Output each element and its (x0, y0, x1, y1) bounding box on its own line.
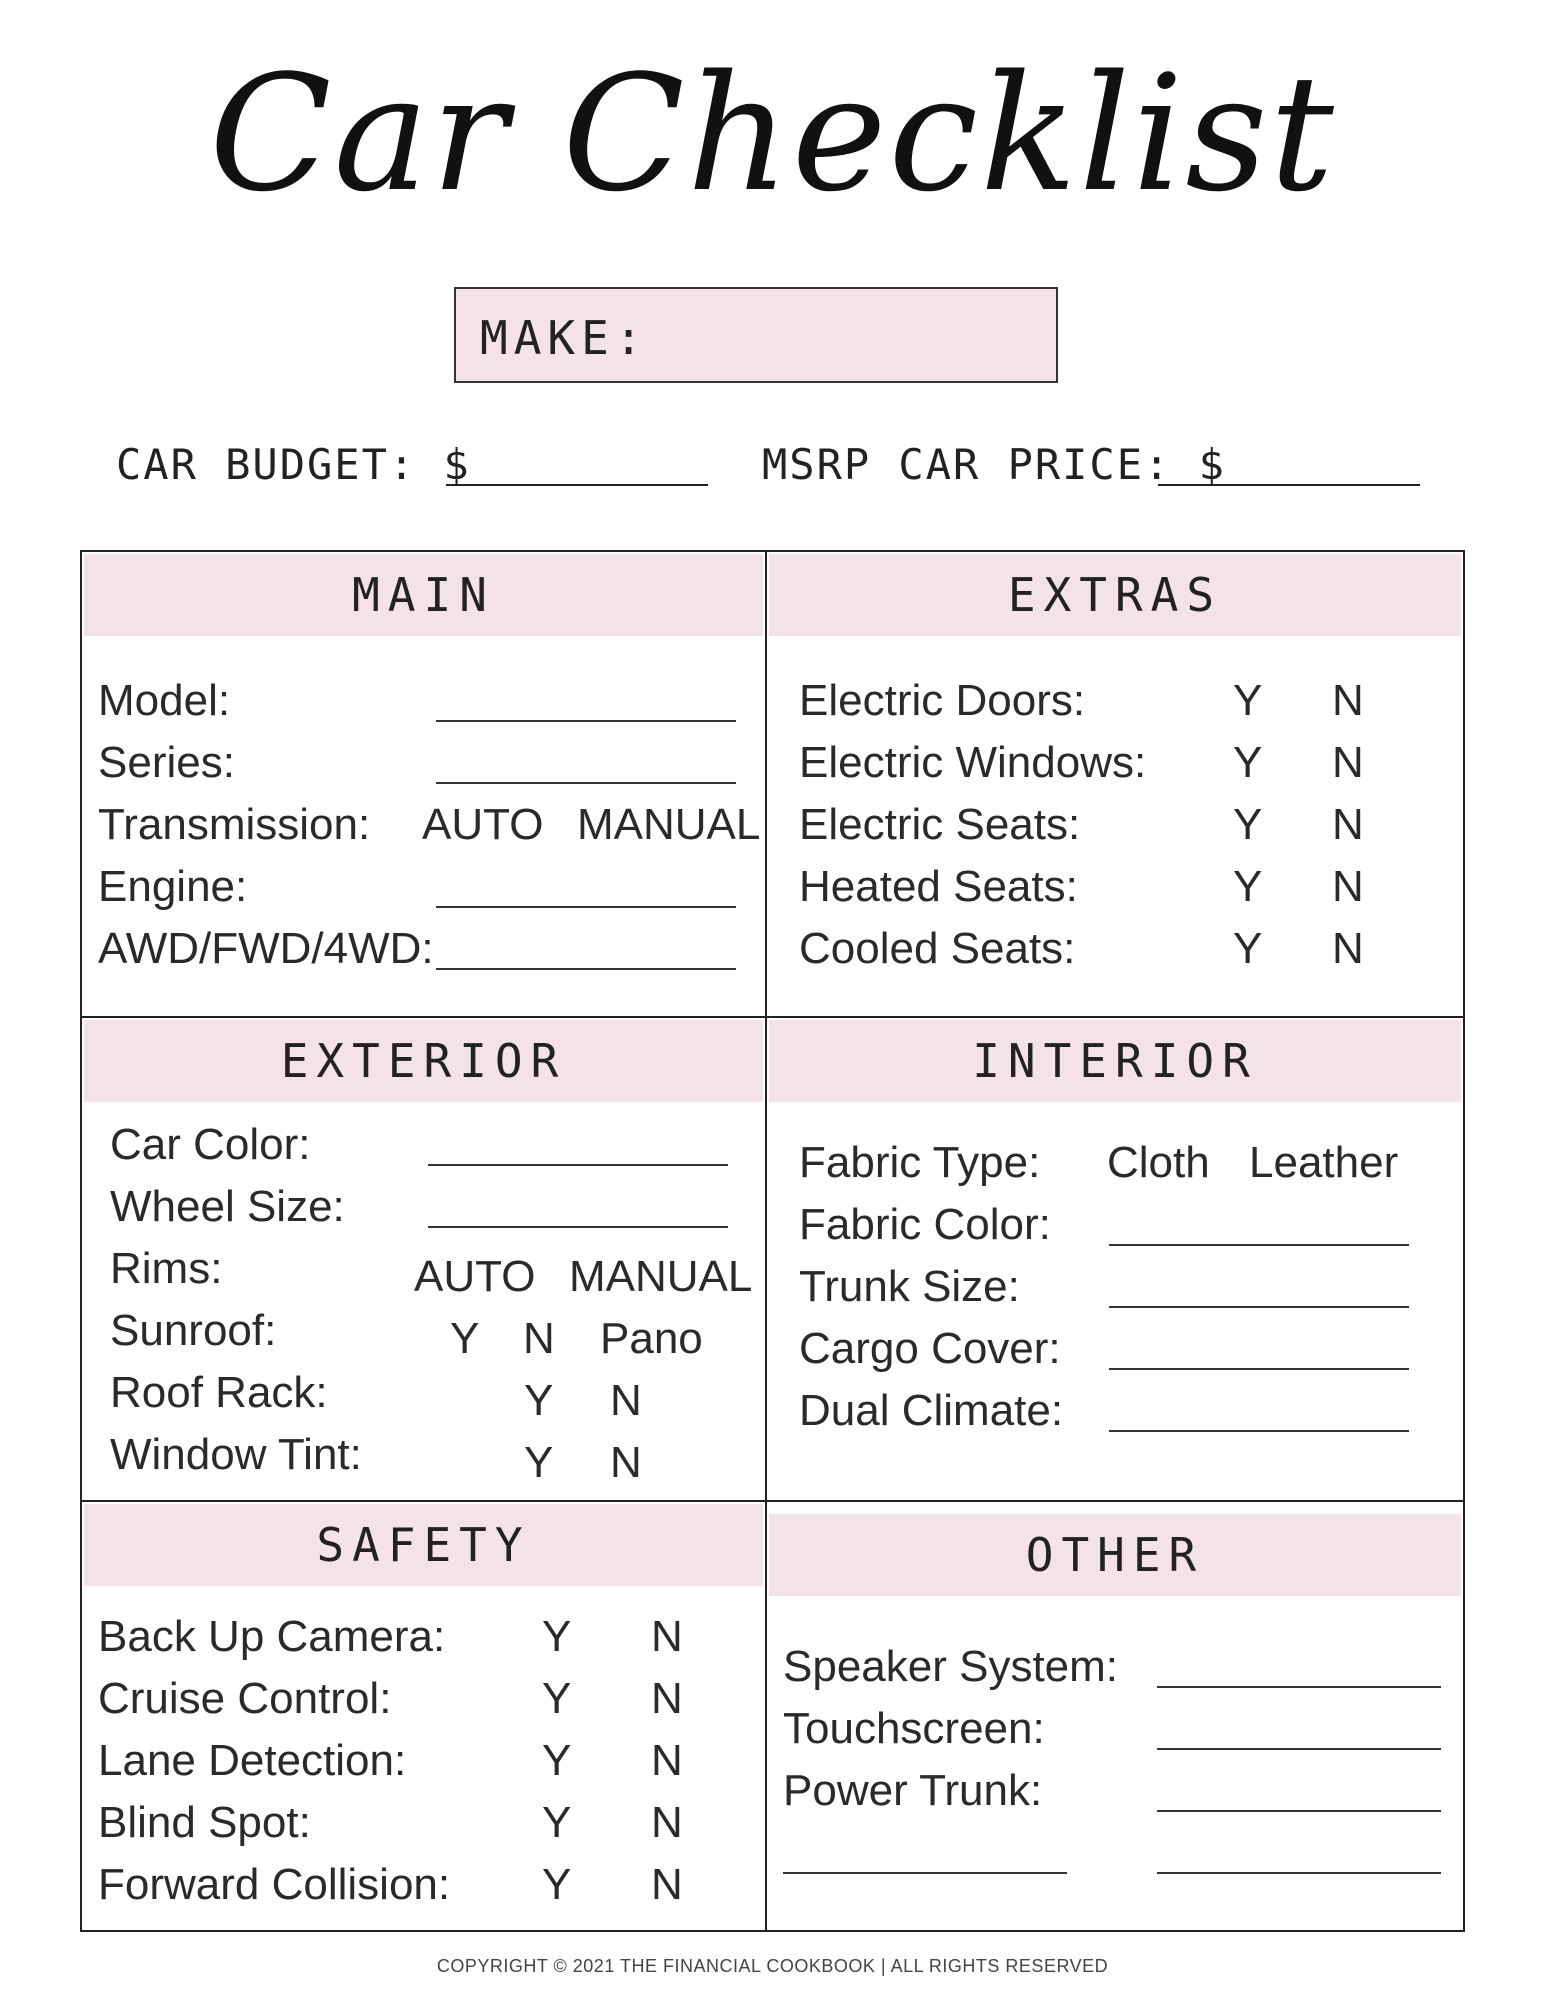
extras-title: EXTRAS (769, 554, 1461, 636)
car-budget-line[interactable] (446, 484, 708, 486)
yes-option[interactable]: Y (1233, 924, 1263, 973)
safety-row-label: Forward Collision: (98, 1860, 451, 1909)
main-row-model (82, 670, 765, 732)
rims-option[interactable]: AUTO (414, 1252, 536, 1301)
main-row-series (82, 732, 765, 794)
other-row (767, 1636, 1463, 1698)
extras-row (767, 732, 1463, 794)
extras-row-label: Heated Seats: (799, 862, 1078, 911)
yes-option[interactable]: Y (542, 1736, 572, 1785)
no-option[interactable]: N (651, 1674, 683, 1723)
extras-row-label: Cooled Seats: (799, 924, 1076, 973)
interior-row-label: Trunk Size: (799, 1262, 1020, 1311)
safety-row (82, 1606, 765, 1668)
exterior-row-label: Rims: (110, 1244, 223, 1293)
interior-panel (765, 1016, 1465, 1502)
main-row-transmission (82, 794, 765, 856)
safety-row-label: Back Up Camera: (98, 1612, 446, 1661)
engine-line[interactable] (436, 906, 736, 908)
main-row-label: AWD/FWD/4WD: (98, 924, 434, 973)
main-row-engine (82, 856, 765, 918)
no-option[interactable]: N (1332, 862, 1364, 911)
extras-row (767, 918, 1463, 980)
model-line[interactable] (436, 720, 736, 722)
safety-row-label: Blind Spot: (98, 1798, 311, 1847)
main-row-label: Model: (98, 676, 231, 725)
no-option[interactable]: N (651, 1860, 683, 1909)
main-row-drivetrain (82, 918, 765, 980)
yes-option[interactable]: Y (542, 1860, 572, 1909)
pano-option[interactable]: Pano (600, 1314, 703, 1363)
no-option[interactable]: N (523, 1314, 555, 1363)
yes-option[interactable]: Y (1233, 862, 1263, 911)
touchscreen-line[interactable] (1157, 1748, 1441, 1750)
checklist-grid (80, 550, 1465, 1932)
other-row-label: Touchscreen: (783, 1704, 1045, 1753)
extras-panel (765, 550, 1465, 1018)
yes-option[interactable]: Y (450, 1314, 480, 1363)
interior-row-label: Cargo Cover: (799, 1324, 1061, 1373)
interior-row-label: Fabric Color: (799, 1200, 1051, 1249)
trunk-size-line[interactable] (1109, 1306, 1409, 1308)
safety-row (82, 1668, 765, 1730)
other-row-label: Power Trunk: (783, 1766, 1043, 1815)
interior-row (767, 1380, 1463, 1442)
custom-value-line[interactable] (1157, 1872, 1441, 1874)
extras-row-label: Electric Seats: (799, 800, 1081, 849)
yes-option[interactable]: Y (1233, 800, 1263, 849)
exterior-panel (80, 1016, 767, 1502)
dual-climate-line[interactable] (1109, 1430, 1409, 1432)
drivetrain-line[interactable] (436, 968, 736, 970)
cargo-cover-line[interactable] (1109, 1368, 1409, 1370)
msrp-line[interactable] (1158, 484, 1420, 486)
extras-row-label: Electric Doors: (799, 676, 1086, 725)
custom-label-line[interactable] (783, 1872, 1067, 1874)
exterior-row-label: Wheel Size: (110, 1182, 345, 1231)
extras-row (767, 670, 1463, 732)
safety-row-label: Lane Detection: (98, 1736, 407, 1785)
main-row-label: Engine: (98, 862, 248, 911)
cloth-option[interactable]: Cloth (1107, 1138, 1210, 1187)
interior-row (767, 1194, 1463, 1256)
page-title: Car Checklist (209, 40, 1336, 227)
extras-row (767, 794, 1463, 856)
car-budget-label: CAR BUDGET: $ (116, 440, 471, 489)
main-title: MAIN (84, 554, 763, 636)
yes-option[interactable]: Y (524, 1376, 554, 1425)
exterior-title: EXTERIOR (84, 1020, 763, 1102)
yes-option[interactable]: Y (542, 1674, 572, 1723)
exterior-row (82, 1238, 765, 1300)
exterior-row-label: Roof Rack: (110, 1368, 328, 1417)
interior-title: INTERIOR (769, 1020, 1461, 1102)
safety-row-label: Cruise Control: (98, 1674, 392, 1723)
interior-row-label: Fabric Type: (799, 1138, 1041, 1187)
wheel-size-line[interactable] (428, 1226, 728, 1228)
exterior-row (82, 1300, 765, 1362)
fabric-color-line[interactable] (1109, 1244, 1409, 1246)
no-option[interactable]: N (651, 1612, 683, 1661)
safety-row (82, 1854, 765, 1916)
safety-title: SAFETY (84, 1504, 763, 1586)
no-option[interactable]: N (610, 1376, 642, 1425)
transmission-option[interactable]: AUTO (422, 800, 544, 849)
extras-row (767, 856, 1463, 918)
no-option[interactable]: N (1332, 738, 1364, 787)
interior-row (767, 1318, 1463, 1380)
no-option[interactable]: N (1332, 924, 1364, 973)
no-option[interactable]: N (1332, 676, 1364, 725)
exterior-row (82, 1176, 765, 1238)
safety-panel (80, 1500, 767, 1932)
other-row (767, 1760, 1463, 1822)
exterior-row (82, 1114, 765, 1176)
exterior-row-label: Sunroof: (110, 1306, 277, 1355)
no-option[interactable]: N (1332, 800, 1364, 849)
safety-row (82, 1730, 765, 1792)
make-label: MAKE: (480, 311, 649, 365)
main-row-label: Transmission: (98, 800, 371, 849)
exterior-row-label: Window Tint: (110, 1430, 362, 1479)
make-field[interactable] (454, 287, 1058, 383)
rims-option[interactable]: MANUAL (569, 1252, 753, 1301)
series-line[interactable] (436, 782, 736, 784)
leather-option[interactable]: Leather (1249, 1138, 1399, 1187)
interior-row-label: Dual Climate: (799, 1386, 1064, 1435)
no-option[interactable]: N (610, 1438, 642, 1487)
other-panel (765, 1500, 1465, 1932)
no-option[interactable]: N (651, 1798, 683, 1847)
copyright-footer: COPYRIGHT © 2021 THE FINANCIAL COOKBOOK | ALL RIGHTS RESERVED (436, 1956, 1109, 1976)
interior-row (767, 1256, 1463, 1318)
transmission-option[interactable]: MANUAL (577, 800, 761, 849)
car-color-line[interactable] (428, 1164, 728, 1166)
yes-option[interactable]: Y (1233, 738, 1263, 787)
other-title: OTHER (769, 1514, 1461, 1596)
yes-option[interactable]: Y (542, 1612, 572, 1661)
other-row-label: Speaker System: (783, 1642, 1119, 1691)
other-row-blank (767, 1822, 1463, 1884)
main-row-label: Series: (98, 738, 235, 787)
exterior-row (82, 1424, 765, 1486)
other-row (767, 1698, 1463, 1760)
yes-option[interactable]: Y (524, 1438, 554, 1487)
main-panel (80, 550, 767, 1018)
msrp-label: MSRP CAR PRICE: $ (762, 440, 1226, 489)
yes-option[interactable]: Y (542, 1798, 572, 1847)
exterior-row-label: Car Color: (110, 1120, 311, 1169)
safety-row (82, 1792, 765, 1854)
speaker-system-line[interactable] (1157, 1686, 1441, 1688)
exterior-row (82, 1362, 765, 1424)
power-trunk-line[interactable] (1157, 1810, 1441, 1812)
no-option[interactable]: N (651, 1736, 683, 1785)
interior-row (767, 1132, 1463, 1194)
yes-option[interactable]: Y (1233, 676, 1263, 725)
extras-row-label: Electric Windows: (799, 738, 1147, 787)
